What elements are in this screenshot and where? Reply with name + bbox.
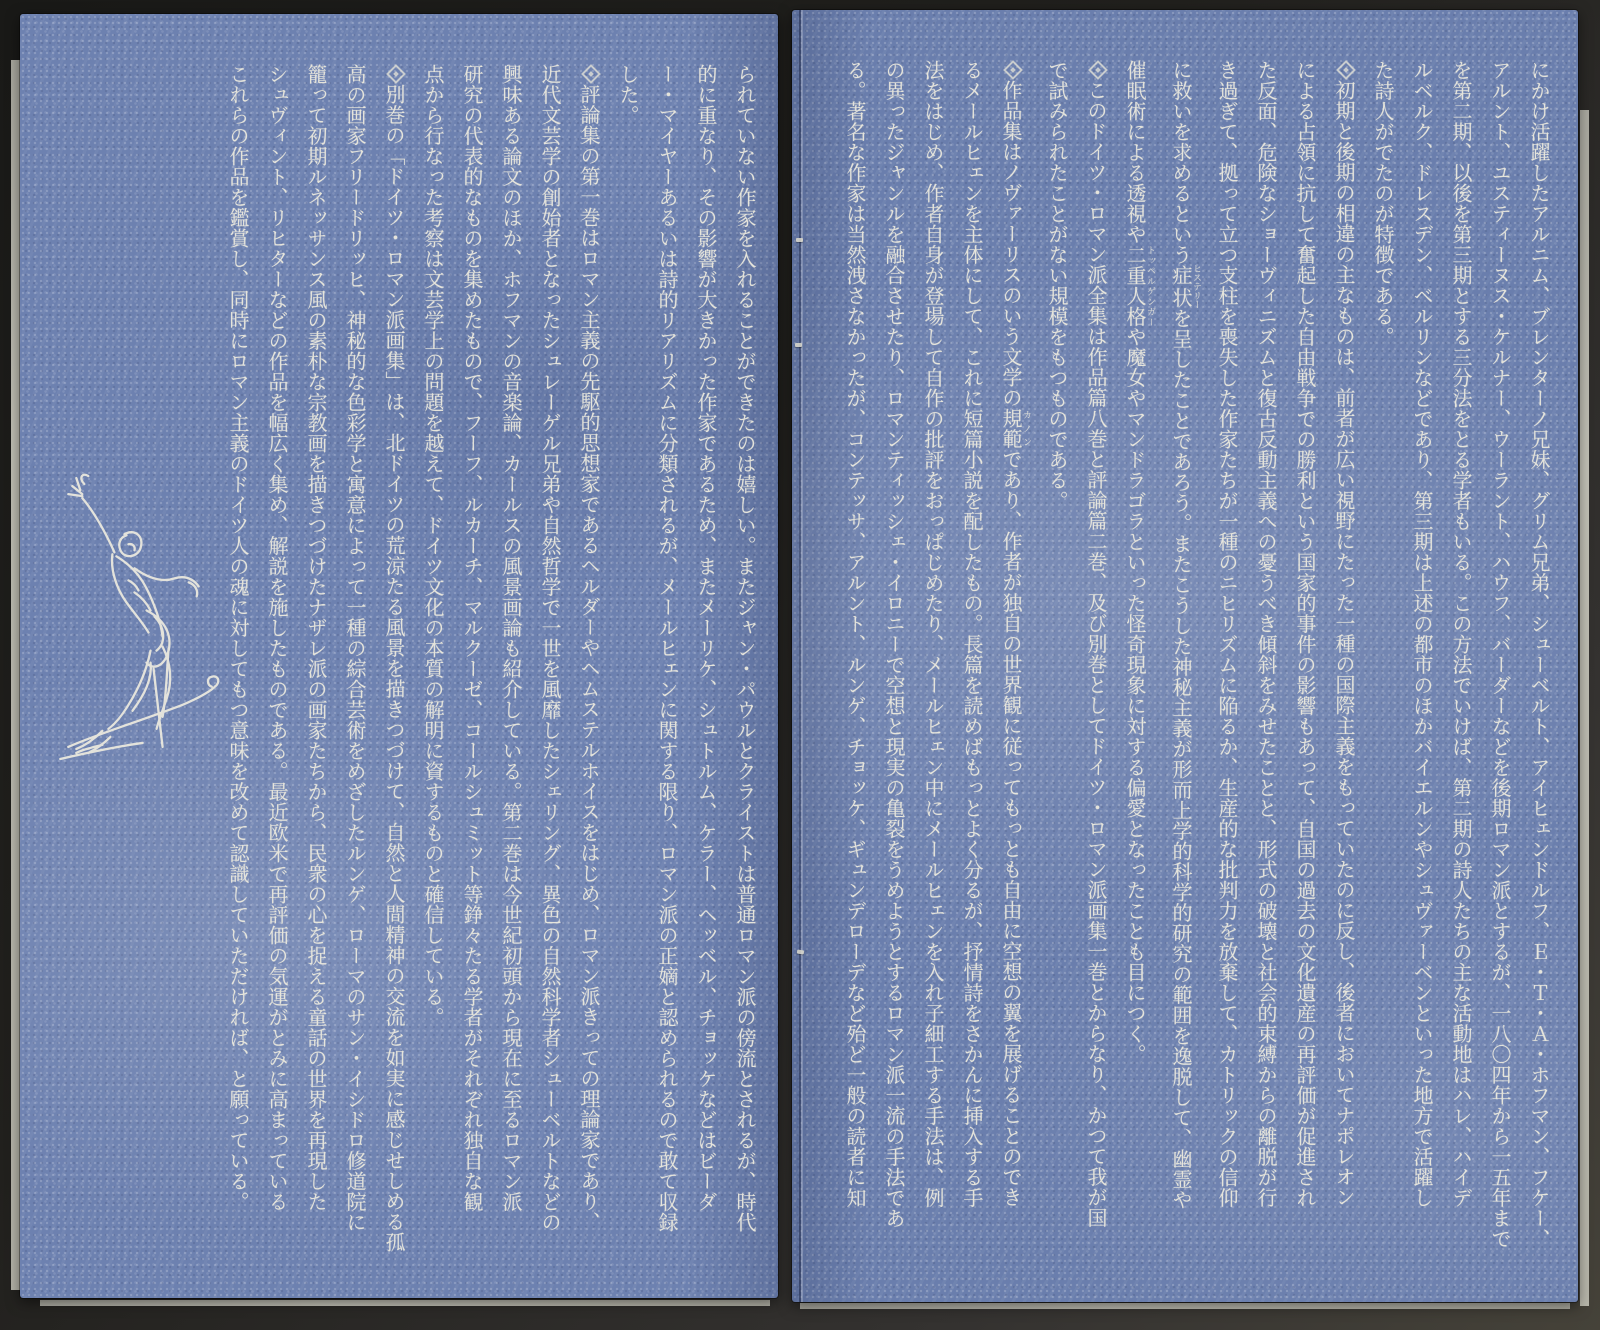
- figure-illustration: [50, 460, 226, 766]
- text-column: [693, 64, 719, 1292]
- stitch-mark: [797, 950, 804, 955]
- text-column: [1168, 60, 1201, 1288]
- text-column: [920, 60, 946, 1288]
- column-text: 法をはじめ、作者自身が登場して自作の批評をおっぱじめたり、メールヒェン中にメールヒェンを入れ子細工する手法は、例: [921, 60, 945, 1208]
- text-column: [537, 64, 563, 1292]
- column-text: シュヴィント、リヒターなどの作品を幅広く集め、解説を施したものである。最近欧米で再評価の気運がとみに高まっている: [265, 64, 289, 1212]
- text-column: [342, 64, 368, 1292]
- column-text: に救いを求めるという: [1169, 60, 1193, 265]
- column-text: このドイツ・ロマン派全集は作品篇八巻と評論篇二巻、及び別巻としてドイツ・ロマン派画集一巻とからなり、かつて我が国: [1084, 80, 1108, 1228]
- page-edge-bottom-left: [40, 1300, 770, 1306]
- page-edge-bottom-right: [800, 1303, 1570, 1309]
- column-text: 的に重なり、その影響が大きかった作家であるため、またメーリケ、シュトルム、ケラー、ヘッベル、チョッケなどはビーダ: [694, 64, 718, 1212]
- column-text: であり、作者が独自の世界観に従ってもっとも自由に空想の翼を展げることのでき: [999, 449, 1023, 1208]
- paragraph-ornament-icon: [1003, 60, 1023, 80]
- column-text: き過ぎて、拠って立つ支柱を喪失した作家たちが一種のニヒリズムに陥るか、生産的な批判力を放棄して、カトリックの信仰: [1215, 60, 1239, 1208]
- column-text: ルベルク、ドレスデン、ベルリンなどであり、第三期は上述の都市のほかバイエルンやシュヴァーベンといった地方で活躍し: [1410, 60, 1434, 1208]
- text-column: [615, 64, 641, 1292]
- text-column: [225, 64, 251, 1292]
- text-column: [1409, 60, 1435, 1288]
- ruby-text: トッペルゲンガー: [1145, 244, 1155, 327]
- column-text: アルント、ユスティーヌス・ケルナー、ウーラント、ハウフ、バーダーなどを後期ロマン派とするが、一八〇四年から一五年まで: [1488, 60, 1512, 1249]
- text-column: [1526, 60, 1552, 1288]
- text-column: [498, 64, 524, 1292]
- text-column: [1331, 60, 1357, 1288]
- text-column: [1083, 60, 1109, 1288]
- column-text: 作品集はノヴァーリスのいう文学の: [999, 80, 1023, 408]
- right-page-text: [829, 60, 1552, 1288]
- text-column: [732, 64, 758, 1292]
- ruby-annotated-word: 規範カノン: [999, 408, 1031, 449]
- text-column: [1370, 60, 1396, 1288]
- ruby-annotated-word: 症状ヒステリー: [1169, 264, 1201, 309]
- paragraph-ornament-icon: [386, 64, 406, 84]
- text-column: [459, 64, 485, 1292]
- column-text: ー・マイヤーあるいは詩的リアリズムに分類されるが、メールヒェンに関する限り、ロマン派の正嫡と認められるので敢て収録: [655, 64, 679, 1233]
- ruby-text: ヒステリー: [1191, 264, 1201, 309]
- column-text: 別巻の「ドイツ・ロマン派画集」は、北ドイツの荒涼たる風景を描きつづけて、自然と人間精神の交流を如実に感じせしめる孤: [382, 84, 406, 1253]
- column-text: で試みられたことがない規模をもつものである。: [1045, 60, 1069, 511]
- ruby-annotated-word: 二重人格トッペルゲンガー: [1123, 244, 1155, 327]
- text-column: [303, 64, 329, 1292]
- ruby-text: カノン: [1021, 408, 1031, 449]
- text-column: [381, 64, 407, 1292]
- page-edge-left: [11, 60, 20, 1290]
- text-column: [881, 60, 907, 1288]
- column-text: した。: [616, 64, 640, 126]
- stitch-mark: [796, 238, 803, 242]
- column-text: を第二期、以後を第三期とする三分法をとる学者もいる。この方法でいけば、第二期の詩人たちの主な活動地はハレ、ハイデ: [1449, 60, 1473, 1208]
- column-text: や魔女やマンドラゴラといった怪奇現象に対する偏愛となったことも目につく。: [1123, 326, 1147, 1065]
- right-page: [792, 10, 1578, 1302]
- column-text: 催眠術による透視や: [1123, 60, 1147, 245]
- page-edge-right: [1580, 110, 1589, 1306]
- text-column: [1214, 60, 1240, 1288]
- column-text: た詩人がでたのが特徴である。: [1371, 60, 1395, 347]
- column-text: 点から行なった考察は文芸学上の問題を越えて、ドイツ文化の本質の解明に資するものと確信している。: [421, 64, 445, 1028]
- paragraph-ornament-icon: [581, 64, 601, 84]
- text-column: [420, 64, 446, 1292]
- left-page: [20, 14, 778, 1298]
- text-column: [1044, 60, 1070, 1288]
- text-column: [1122, 60, 1155, 1288]
- column-text: 評論集の第一巻はロマン主義の先駆的思想家であるヘルダーやヘムステルホイスをはじめ、ロマン派きっての理論家であり、: [577, 84, 601, 1232]
- text-column: [842, 60, 868, 1288]
- column-text: 高の画家フリードリッヒ、神秘的な色彩学と寓意によって一種の綜合芸術をめざしたルンゲ、ローマのサン・イシドロ修道院に: [343, 64, 367, 1233]
- text-column: [1448, 60, 1474, 1288]
- column-text: による占領に抗して奮起した自由戦争での勝利という国家的事件の影響もあって、自国の過去の文化遺産の再評価が促進され: [1293, 60, 1317, 1208]
- left-page-text: [212, 64, 758, 1292]
- text-column: [264, 64, 290, 1292]
- text-column: [998, 60, 1031, 1288]
- column-text: の異ったジャンルを融合させたり、ロマンティッシェ・イロニーで空想と現実の亀裂をうめようとするロマン派一流の手法であ: [882, 60, 906, 1229]
- paragraph-ornament-icon: [1088, 60, 1108, 80]
- column-text: これらの作品を鑑賞し、同時にロマン主義のドイツ人の魂に対してもつ意味を改めて認識していただければ、と願っている。: [226, 64, 250, 1212]
- text-column: [654, 64, 680, 1292]
- column-text: た反面、危険なショーヴィニズムと復古反動主義への憂うべき傾斜をみせたことと、形式の破壊と社会的束縛からの離脱が行: [1254, 60, 1278, 1208]
- column-text: るメールヒェンを主体にして、これに短篇小説を配したもの。長篇を読めばもっとよく分るが、抒情詩をさかんに挿入する手: [960, 60, 984, 1208]
- column-text: る。著名な作家は当然洩さなかったが、コンテッサ、アルント、ルンゲ、チョッケ、ギュンデローデなど殆ど一般の読者に知: [843, 60, 867, 1208]
- column-text: 近代文芸学の創始者となったシュレーゲル兄弟や自然哲学で一世を風靡したシェリング、異色の自然科学者シューベルトなどの: [538, 64, 562, 1233]
- stitch-mark: [795, 343, 802, 347]
- text-column: [576, 64, 602, 1292]
- text-column: [1487, 60, 1513, 1288]
- column-text: を呈したことであろう。またこうした神秘主義が形而上学的科学的研究の範囲を逸脱して、幽霊や: [1169, 308, 1193, 1210]
- column-text: 籠って初期ルネッサンス風の素朴な宗教画を描きつづけたナザレ派の画家たちから、民衆の心を捉える童話の世界を再現した: [304, 64, 328, 1212]
- text-column: [1253, 60, 1279, 1288]
- text-column: [1292, 60, 1318, 1288]
- column-text: にかけ活躍したアルニム、ブレンターノ兄妹、グリム兄弟、シューベルト、アイヒェンドルフ、Ｅ・Ｔ・Ａ・ホフマン、フケー、: [1527, 60, 1551, 1249]
- column-text: られていない作家を入れることができたのは嬉しい。またジャン・パウルとクライストは普通ロマン派の傍流とされるが、時代: [733, 64, 757, 1233]
- column-text: 初期と後期の相違の主なものは、前者が広い視野にたった一種の国際主義をもっていたのに反し、後者においてナポレオン: [1332, 80, 1356, 1208]
- paragraph-ornament-icon: [1336, 60, 1356, 80]
- column-text: 興味ある論文のほか、ホフマンの音楽論、カールスの風景画論も紹介している。第二巻は今世紀初頭から現在に至るロマン派: [499, 64, 523, 1212]
- column-text: 研究の代表的なものを集めたもので、フーフ、ルカーチ、マルクーゼ、コールシュミット等錚々たる学者がそれぞれ独自な観: [460, 64, 484, 1212]
- text-column: [959, 60, 985, 1288]
